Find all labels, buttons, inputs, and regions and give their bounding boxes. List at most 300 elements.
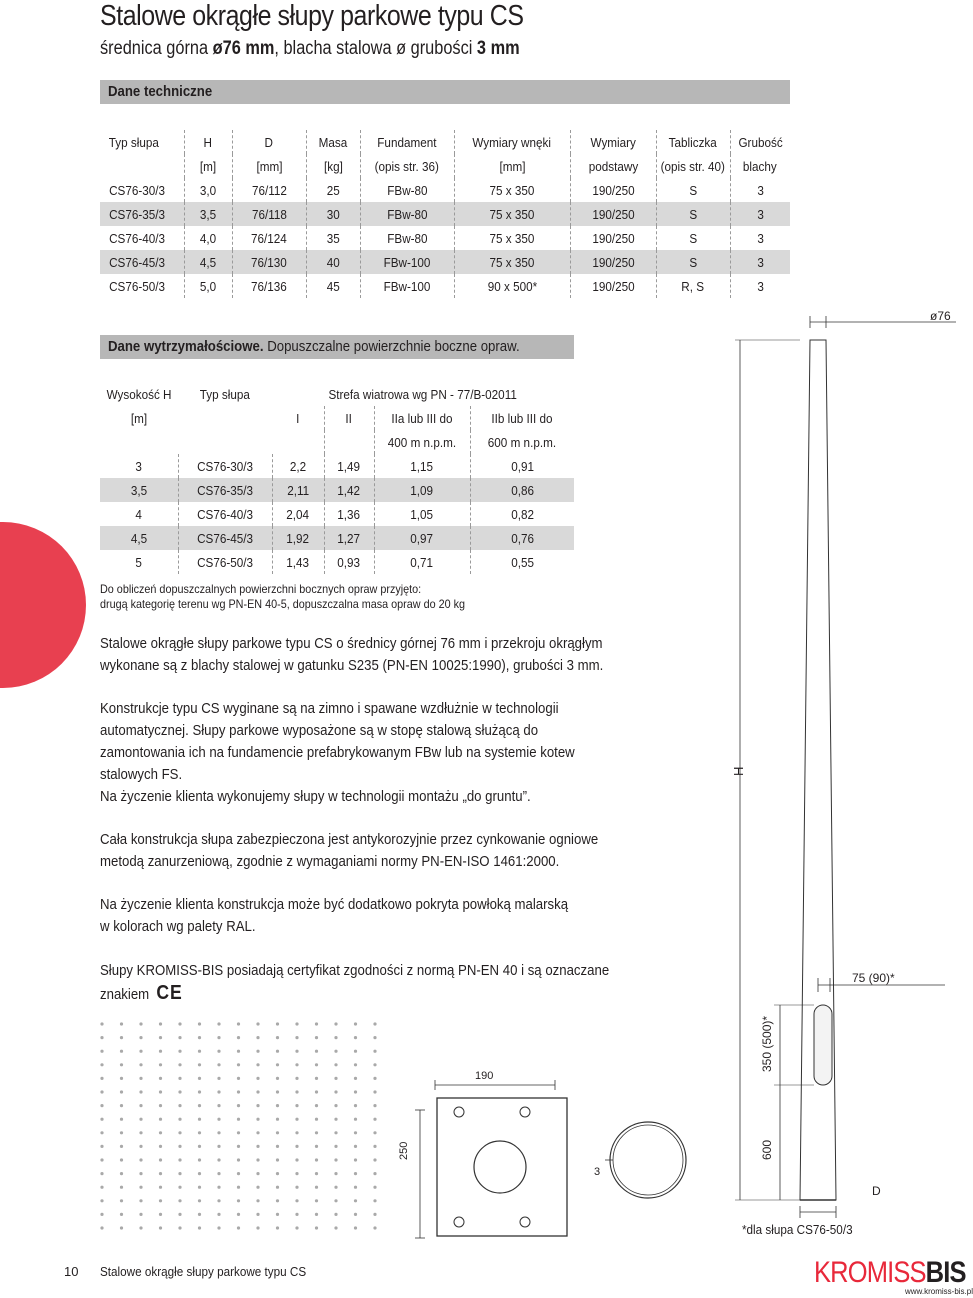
dot — [217, 1226, 220, 1229]
dot — [354, 1213, 357, 1216]
dot — [334, 1213, 337, 1216]
cell-thickness: Grubość — [730, 130, 790, 154]
cell-diameter: 76/136 — [232, 274, 306, 298]
dot — [315, 1050, 318, 1053]
dot — [334, 1104, 337, 1107]
dot — [237, 1118, 240, 1121]
cell-plate: S — [656, 178, 730, 202]
cell-height: [m] — [130, 410, 148, 426]
cell-zone-4: 0,86 — [470, 478, 574, 502]
subtitle-text: średnica górna — [100, 38, 213, 59]
footer-title: Stalowe okrągłe słupy parkowe typu CS — [100, 1264, 307, 1279]
dot — [159, 1036, 162, 1039]
page-subtitle — [100, 38, 520, 60]
tech-row — [100, 274, 790, 298]
dot — [373, 1131, 376, 1134]
dot — [334, 1077, 337, 1080]
strength-heading: Dane wytrzymałościowe. Dopuszczalne powierzchnie boczne opraw. — [100, 335, 574, 359]
dot — [120, 1077, 123, 1080]
cell-zone-1: 2,2 — [272, 454, 324, 478]
dot — [100, 1090, 103, 1093]
cell-plate: (opis str. 40) — [656, 154, 730, 178]
dot — [256, 1131, 259, 1134]
dot — [120, 1090, 123, 1093]
dot — [139, 1090, 142, 1093]
dot — [354, 1104, 357, 1107]
dot — [159, 1022, 162, 1025]
dot — [295, 1172, 298, 1175]
dot — [217, 1077, 220, 1080]
dot — [315, 1118, 318, 1121]
dot — [139, 1118, 142, 1121]
dot — [334, 1131, 337, 1134]
dot — [354, 1090, 357, 1093]
dim-height: H — [731, 766, 746, 776]
dot — [139, 1050, 142, 1053]
dot — [354, 1036, 357, 1039]
cell-type: CS76-30/3 — [109, 182, 166, 198]
cell-opening: 90 x 500* — [454, 274, 570, 298]
dot — [217, 1158, 220, 1161]
dot — [334, 1036, 337, 1039]
cell-plate: R, S — [656, 274, 730, 298]
dot — [139, 1186, 142, 1189]
dot — [256, 1090, 259, 1093]
dot — [276, 1050, 279, 1053]
strength-row — [100, 502, 574, 526]
dot — [315, 1186, 318, 1189]
dim-opening-width: 75 (90)* — [852, 971, 895, 985]
cell-zone-2: II — [324, 406, 374, 430]
dot — [237, 1145, 240, 1148]
page-title: Stalowe okrągłe słupy parkowe typu CS — [100, 0, 524, 32]
cell-zone-1: 1,43 — [272, 550, 324, 574]
dot — [120, 1050, 123, 1053]
dot — [334, 1050, 337, 1053]
dot — [315, 1036, 318, 1039]
cell-mass: 40 — [306, 250, 360, 274]
dot — [256, 1145, 259, 1148]
dot — [198, 1063, 201, 1066]
tech-table — [100, 130, 790, 298]
dot — [256, 1213, 259, 1216]
dot — [120, 1145, 123, 1148]
dot-grid — [96, 1018, 386, 1238]
dot — [159, 1213, 162, 1216]
dot — [198, 1199, 201, 1202]
dot — [334, 1118, 337, 1121]
dot — [217, 1131, 220, 1134]
dot — [315, 1213, 318, 1216]
dot — [178, 1077, 181, 1080]
cell-zone-2 — [324, 430, 374, 454]
dot — [159, 1050, 162, 1053]
dot — [334, 1090, 337, 1093]
dot — [217, 1145, 220, 1148]
dot — [256, 1063, 259, 1066]
cell-opening: 75 x 350 — [454, 178, 570, 202]
dot — [198, 1104, 201, 1107]
dot — [198, 1213, 201, 1216]
dot — [198, 1158, 201, 1161]
dot — [139, 1063, 142, 1066]
cell-thickness: 3 — [730, 274, 790, 298]
cell-zone-2: 0,93 — [324, 550, 374, 574]
cell-zone-4: 600 m n.p.m. — [470, 430, 574, 454]
dot — [354, 1226, 357, 1229]
dot — [198, 1172, 201, 1175]
dot — [159, 1118, 162, 1121]
dot — [295, 1022, 298, 1025]
cell-foundation: FBw-80 — [360, 178, 454, 202]
cell-zone-4: 0,55 — [470, 550, 574, 574]
strength-h-height: Wysokość H — [106, 386, 172, 402]
dot — [237, 1172, 240, 1175]
dot — [178, 1172, 181, 1175]
dot — [334, 1186, 337, 1189]
dot — [373, 1118, 376, 1121]
dim-top-diameter: ø76 — [930, 309, 951, 323]
dot — [354, 1186, 357, 1189]
dot — [334, 1158, 337, 1161]
dot — [256, 1077, 259, 1080]
dot — [315, 1145, 318, 1148]
tech-header-unit-row — [100, 154, 790, 178]
strength-row — [100, 526, 574, 550]
dot — [100, 1145, 103, 1148]
cell-foundation: (opis str. 36) — [360, 154, 454, 178]
dot — [100, 1022, 103, 1025]
dot — [295, 1090, 298, 1093]
cell-thickness: 3 — [730, 202, 790, 226]
cell-mass: 25 — [306, 178, 360, 202]
dot — [178, 1050, 181, 1053]
dot — [100, 1036, 103, 1039]
dot — [178, 1199, 181, 1202]
dot — [256, 1050, 259, 1053]
dot — [100, 1077, 103, 1080]
dot — [354, 1063, 357, 1066]
strength-note: Do obliczeń dopuszczalnych powierzchni bocznych opraw przyjęto: drugą kategorię terenu wg PN-EN 40-5, dopuszczalna masa opraw do 20 kg — [100, 582, 466, 611]
dot — [237, 1063, 240, 1066]
dot — [198, 1036, 201, 1039]
dot — [276, 1063, 279, 1066]
cell-type: CS76-45/3 — [178, 526, 272, 550]
paragraph-1: Stalowe okrągłe słupy parkowe typu CS o średnicy górnej 76 mm i przekroju okrągłym wykonane są z blachy stalowej w gatunku S235 (PN-EN 10025:1990), grubości 3 mm. — [100, 635, 604, 674]
cell-opening: [mm] — [454, 154, 570, 178]
dot — [295, 1118, 298, 1121]
dot — [178, 1118, 181, 1121]
dot — [354, 1077, 357, 1080]
cell-thickness: 3 — [730, 226, 790, 250]
dot — [159, 1226, 162, 1229]
dot — [100, 1172, 103, 1175]
dot — [354, 1050, 357, 1053]
dot — [159, 1158, 162, 1161]
dot — [295, 1063, 298, 1066]
dot — [198, 1022, 201, 1025]
dot — [120, 1063, 123, 1066]
dot — [315, 1226, 318, 1229]
cell-height: 4 — [135, 506, 142, 522]
cell-zone-1: 2,04 — [272, 502, 324, 526]
dot — [100, 1131, 103, 1134]
dot — [178, 1104, 181, 1107]
dot — [100, 1186, 103, 1189]
pole-section-outer — [610, 1122, 686, 1198]
dot — [334, 1172, 337, 1175]
cell-foundation: Fundament — [360, 130, 454, 154]
dot — [276, 1104, 279, 1107]
dot — [373, 1213, 376, 1216]
base-plate-hole — [474, 1141, 526, 1193]
cell-plate: S — [656, 250, 730, 274]
subtitle-diameter: ø76 mm — [212, 38, 275, 59]
cell-type — [100, 154, 184, 178]
cell-type: CS76-50/3 — [178, 550, 272, 574]
dot — [354, 1118, 357, 1121]
cell-height: H — [184, 130, 232, 154]
cell-height: 4,5 — [100, 526, 178, 550]
cell-zone-4: 0,76 — [470, 526, 574, 550]
dot — [198, 1090, 201, 1093]
cell-mass: [kg] — [306, 154, 360, 178]
dot — [100, 1050, 103, 1053]
strength-row — [100, 478, 574, 502]
dot — [295, 1186, 298, 1189]
dot — [237, 1213, 240, 1216]
cell-zone-3: 1,15 — [374, 454, 470, 478]
cell-base: Wymiary — [570, 130, 656, 154]
dot — [373, 1186, 376, 1189]
dot — [100, 1118, 103, 1121]
dot — [276, 1226, 279, 1229]
dot — [276, 1145, 279, 1148]
dot — [237, 1199, 240, 1202]
dot — [159, 1077, 162, 1080]
dot — [334, 1199, 337, 1202]
cell-thickness: 3 — [730, 178, 790, 202]
tech-row — [100, 250, 790, 274]
dot — [100, 1158, 103, 1161]
cell-base: 190/250 — [570, 178, 656, 202]
cell-zone-2: 1,27 — [324, 526, 374, 550]
dot — [276, 1118, 279, 1121]
cell-height: 3,5 — [184, 202, 232, 226]
strength-zone-row — [100, 406, 574, 430]
cell-type: Typ słupa — [108, 134, 159, 150]
dot — [256, 1199, 259, 1202]
dot — [159, 1104, 162, 1107]
dot — [295, 1036, 298, 1039]
cell-base: 190/250 — [570, 250, 656, 274]
dot — [373, 1022, 376, 1025]
cell-foundation: FBw-80 — [360, 202, 454, 226]
dot — [100, 1213, 103, 1216]
cell-height: 4,0 — [184, 226, 232, 250]
dot — [276, 1213, 279, 1216]
dot — [256, 1226, 259, 1229]
dot — [217, 1063, 220, 1066]
dot — [100, 1226, 103, 1229]
cell-plate: S — [656, 202, 730, 226]
dot — [159, 1186, 162, 1189]
dot — [373, 1172, 376, 1175]
cell-zone-1 — [272, 430, 324, 454]
dot — [120, 1199, 123, 1202]
cell-height: 3,5 — [100, 478, 178, 502]
cell-zone-3: 0,71 — [374, 550, 470, 574]
dim-thickness: 3 — [594, 1166, 601, 1178]
dot — [237, 1158, 240, 1161]
tech-row — [100, 226, 790, 250]
strength-table — [100, 382, 574, 574]
dot — [139, 1104, 142, 1107]
cell-height: [m] — [184, 154, 232, 178]
cell-zone-1: 2,11 — [272, 478, 324, 502]
dot — [100, 1104, 103, 1107]
tech-row — [100, 202, 790, 226]
dot — [276, 1077, 279, 1080]
cell-opening: Wymiary wnęki — [454, 130, 570, 154]
dot — [315, 1172, 318, 1175]
dot — [373, 1090, 376, 1093]
cell-zone-3: 1,09 — [374, 478, 470, 502]
dot — [256, 1022, 259, 1025]
dot — [159, 1199, 162, 1202]
cell-zone-3: 1,05 — [374, 502, 470, 526]
dot — [159, 1063, 162, 1066]
cell-diameter: 76/112 — [232, 178, 306, 202]
dot — [315, 1199, 318, 1202]
dot — [217, 1090, 220, 1093]
dot — [295, 1131, 298, 1134]
dot — [315, 1063, 318, 1066]
dot — [120, 1118, 123, 1121]
cell-plate: S — [656, 226, 730, 250]
pole-drawing — [730, 300, 960, 1220]
dot — [217, 1172, 220, 1175]
cell-type: CS76-30/3 — [178, 454, 272, 478]
subtitle-thickness: 3 mm — [476, 38, 520, 59]
cell-type: CS76-35/3 — [100, 202, 184, 226]
dot — [178, 1186, 181, 1189]
drawing-footnote: *dla słupa CS76-50/3 — [742, 1222, 853, 1237]
cell-type: CS76-45/3 — [100, 250, 184, 274]
dot — [120, 1131, 123, 1134]
strength-zone-row-2 — [100, 430, 574, 454]
cell-zone-2: 1,36 — [324, 502, 374, 526]
dot — [217, 1022, 220, 1025]
cell-type: CS76-40/3 — [178, 502, 272, 526]
dot — [295, 1050, 298, 1053]
dot — [237, 1036, 240, 1039]
dim-base-height: 600 — [760, 1139, 774, 1160]
cell-mass: 45 — [306, 274, 360, 298]
dot — [373, 1199, 376, 1202]
cell-diameter: 76/130 — [232, 250, 306, 274]
dot — [237, 1226, 240, 1229]
dot — [159, 1145, 162, 1148]
dot — [178, 1213, 181, 1216]
tech-heading: Dane techniczne — [100, 80, 790, 104]
dot — [178, 1063, 181, 1066]
dot — [178, 1145, 181, 1148]
cell-thickness: blachy — [730, 154, 790, 178]
dot — [295, 1145, 298, 1148]
dot — [276, 1186, 279, 1189]
dot — [178, 1022, 181, 1025]
dot — [373, 1036, 376, 1039]
dot — [237, 1104, 240, 1107]
cell-base: 190/250 — [570, 274, 656, 298]
dot — [237, 1090, 240, 1093]
cell-foundation: FBw-100 — [360, 274, 454, 298]
cell-type — [178, 406, 272, 430]
dot — [100, 1063, 103, 1066]
subtitle-text-2: , blacha stalowa ø grubości — [274, 38, 477, 59]
dot — [237, 1131, 240, 1134]
paragraph-3: Cała konstrukcja słupa zabezpieczona jest antykorozyjnie przez cynkowanie ogniowe metodą zanurzeniową, zgodnie z wymaganiami normy PN-EN-ISO 1461:2000. — [100, 831, 599, 870]
strength-h-type: Typ słupa — [199, 386, 251, 402]
cell-height: 5,0 — [184, 274, 232, 298]
dot — [198, 1118, 201, 1121]
dot — [334, 1063, 337, 1066]
cell-zone-1: I — [296, 410, 300, 426]
dot — [217, 1050, 220, 1053]
dot — [295, 1199, 298, 1202]
dot — [237, 1186, 240, 1189]
dot — [139, 1022, 142, 1025]
cell-opening: 75 x 350 — [454, 250, 570, 274]
cell-zone-2: 1,42 — [324, 478, 374, 502]
pole-opening — [814, 1005, 832, 1085]
cell-foundation: FBw-100 — [360, 250, 454, 274]
dot — [217, 1199, 220, 1202]
dot — [354, 1145, 357, 1148]
dot — [276, 1131, 279, 1134]
dim-opening-height: 350 (500)* — [760, 1015, 774, 1072]
cell-height: 4,5 — [184, 250, 232, 274]
dot — [139, 1131, 142, 1134]
cell-diameter: 76/124 — [232, 226, 306, 250]
cell-diameter: 76/118 — [232, 202, 306, 226]
cell-height: 3,0 — [184, 178, 232, 202]
decorative-red-circle — [0, 522, 86, 688]
dot — [315, 1077, 318, 1080]
dot — [217, 1118, 220, 1121]
dot — [354, 1158, 357, 1161]
dot — [178, 1090, 181, 1093]
paragraph-4: Na życzenie klienta konstrukcja może być dodatkowo pokryta powłoką malarską w kolorach wg palety RAL. — [100, 896, 569, 935]
dot — [334, 1226, 337, 1229]
dot — [295, 1158, 298, 1161]
dot — [276, 1158, 279, 1161]
cell-type: CS76-35/3 — [178, 478, 272, 502]
cell-mass: 35 — [306, 226, 360, 250]
dot — [159, 1131, 162, 1134]
cell-zone-3: IIa lub III do — [374, 406, 470, 430]
dot — [217, 1104, 220, 1107]
dim-bottom-diameter: D — [872, 1184, 881, 1198]
pole-section-inner — [613, 1125, 683, 1195]
cell-zone-4: 0,91 — [470, 454, 574, 478]
dot — [373, 1104, 376, 1107]
dot — [256, 1172, 259, 1175]
cell-foundation: FBw-80 — [360, 226, 454, 250]
dot — [373, 1077, 376, 1080]
cell-plate: Tabliczka — [656, 130, 730, 154]
